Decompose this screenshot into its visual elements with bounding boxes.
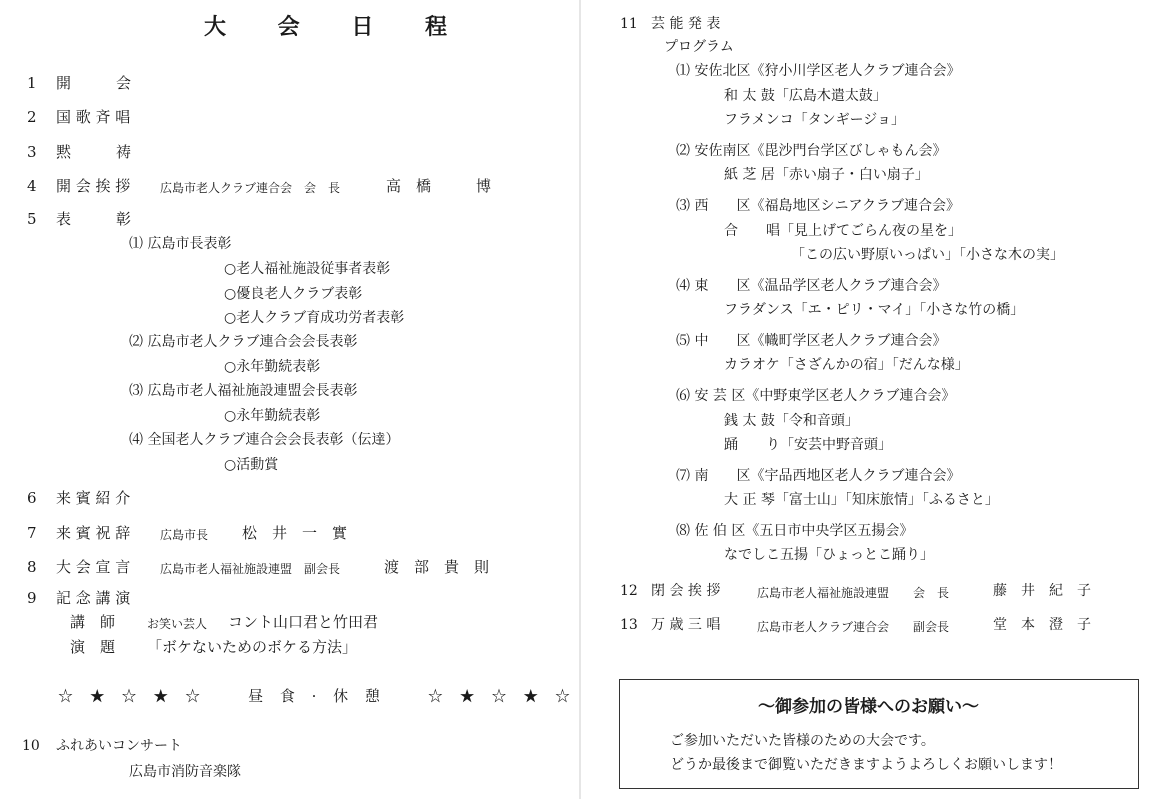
item-number: 9 (27, 589, 37, 607)
program-performance: 合 唱「見上げてごらん夜の星を」 (724, 223, 962, 239)
lecturer-role: お笑い芸人 (147, 617, 208, 631)
program-performance: 踊 り「安芸中野音頭」 (724, 437, 892, 453)
item-number: 13 (620, 617, 638, 633)
lecturer-name: コント山口君と竹田君 (228, 613, 379, 631)
program-performance: なでしこ五揚「ひょっとこ踊り」 (724, 547, 934, 563)
lecture-topic: 「ボケないためのボケる方法」 (147, 638, 358, 656)
concert-performer: 広島市消防音楽隊 (129, 764, 241, 780)
program-performance: フラメンコ「タンギージョ」 (724, 112, 906, 128)
program-performance: 紙 芝 居「赤い扇子・白い扇子」 (724, 167, 929, 183)
notice-line: どうか最後まで御覧いただきますようよろしくお願いします！ (670, 757, 1062, 773)
item-label: 万 歳 三 唱 (651, 617, 721, 633)
award-item: ○優良老人クラブ表彰 (224, 286, 363, 302)
item-label: 来 賓 祝 辞 (56, 524, 131, 542)
program-performance: 和 太 鼓「広島木遣太鼓」 (724, 88, 887, 104)
lunch-break-line: ☆ ★ ☆ ★ ☆ 昼 食 · 休 憩 ☆ ★ ☆ ★ ☆ (58, 687, 576, 705)
item-number: 3 (27, 143, 37, 161)
item-label: ふれあいコンサート (56, 738, 182, 754)
award-item: ○老人福祉施設従事者表彰 (224, 261, 391, 277)
award-item: ○老人クラブ育成功労者表彰 (224, 310, 405, 326)
program-performance: 銭 太 鼓「令和音頭」 (724, 413, 859, 429)
item-number: 7 (27, 524, 37, 542)
item-number: 4 (27, 177, 37, 195)
speaker-name: 渡 部 貴 則 (384, 558, 490, 576)
speaker-name: 高 橋 博 (386, 177, 492, 195)
program-performance: カラオケ「さざんかの宿」「だんな様」 (724, 357, 969, 373)
item-number: 10 (22, 738, 40, 754)
page-fold (579, 0, 581, 799)
item-label: 開 会 (56, 74, 132, 92)
award-item: ○永年勤続表彰 (224, 408, 321, 424)
speaker-organization: 広島市老人クラブ連合会 副会長 (757, 620, 950, 634)
program-heading: ⑻ 佐 伯 区《五日市中央学区五揚会》 (676, 523, 914, 539)
item-number: 2 (27, 108, 37, 126)
item-number: 6 (27, 489, 37, 507)
award-heading: ⑷ 全国老人クラブ連合会会長表彰（伝達） (129, 432, 400, 448)
item-number: 5 (27, 210, 37, 228)
program-performance: フラダンス「エ・ピリ・マイ」「小さな竹の橋」 (724, 302, 1025, 318)
award-item: ○活動賞 (224, 457, 279, 473)
lecturer-label: 講 師 (70, 613, 116, 631)
program-heading: ⑷ 東 区《温品学区老人クラブ連合会》 (676, 278, 947, 294)
speaker-organization: 広島市老人福祉施設連盟 副会長 (160, 562, 341, 576)
page-title: 大 会 日 程 (204, 14, 469, 40)
speaker-name: 藤 井 紀 子 (993, 583, 1091, 599)
item-label: 来 賓 紹 介 (56, 489, 131, 507)
item-label: 表 彰 (56, 210, 132, 228)
speaker-name: 堂 本 澄 子 (993, 617, 1091, 633)
award-heading: ⑴ 広島市長表彰 (129, 236, 232, 252)
item-label: 閉 会 挨 拶 (651, 583, 721, 599)
item-number: 11 (620, 16, 638, 32)
notice-box (619, 679, 1139, 789)
item-label: 開 会 挨 拶 (56, 177, 131, 195)
item-label: 芸 能 発 表 (651, 16, 721, 32)
item-label: 大 会 宣 言 (56, 558, 131, 576)
item-label: 国 歌 斉 唱 (56, 108, 131, 126)
program-heading: ⑺ 南 区《宇品西地区老人クラブ連合会》 (676, 468, 961, 484)
speaker-organization: 広島市長 (160, 528, 209, 542)
item-number: 8 (27, 558, 37, 576)
item-label: 記 念 講 演 (56, 589, 131, 607)
program-heading: ⑵ 安佐南区《毘沙門台学区びしゃもん会》 (676, 143, 947, 159)
item-label: 黙 祷 (56, 143, 132, 161)
item-number: 12 (620, 583, 638, 599)
program-performance: 大 正 琴「富士山」「知床旅情」「ふるさと」 (724, 492, 999, 508)
award-heading: ⑵ 広島市老人クラブ連合会会長表彰 (129, 334, 358, 350)
program-heading: ⑸ 中 区《幟町学区老人クラブ連合会》 (676, 333, 947, 349)
program-heading: ⑶ 西 区《福島地区シニアクラブ連合会》 (676, 198, 961, 214)
notice-line: ご参加いただいた皆様のための大会です。 (670, 733, 935, 749)
award-heading: ⑶ 広島市老人福祉施設連盟会長表彰 (129, 383, 358, 399)
topic-label: 演 題 (70, 638, 116, 656)
program-performance: 「この広い野原いっぱい」「小さな木の実」 (791, 247, 1064, 263)
speaker-organization: 広島市老人福祉施設連盟 会 長 (757, 586, 950, 600)
notice-title: ～御参加の皆様へのお願い～ (758, 697, 979, 717)
program-heading: ⑹ 安 芸 区《中野東学区老人クラブ連合会》 (676, 388, 956, 404)
item-number: 1 (27, 74, 37, 92)
program-heading: ⑴ 安佐北区《狩小川学区老人クラブ連合会》 (676, 63, 961, 79)
speaker-organization: 広島市老人クラブ連合会 会 長 (160, 181, 341, 195)
award-item: ○永年勤続表彰 (224, 359, 321, 375)
program-subtitle: プログラム (664, 39, 734, 55)
speaker-name: 松 井 一 實 (242, 524, 348, 542)
